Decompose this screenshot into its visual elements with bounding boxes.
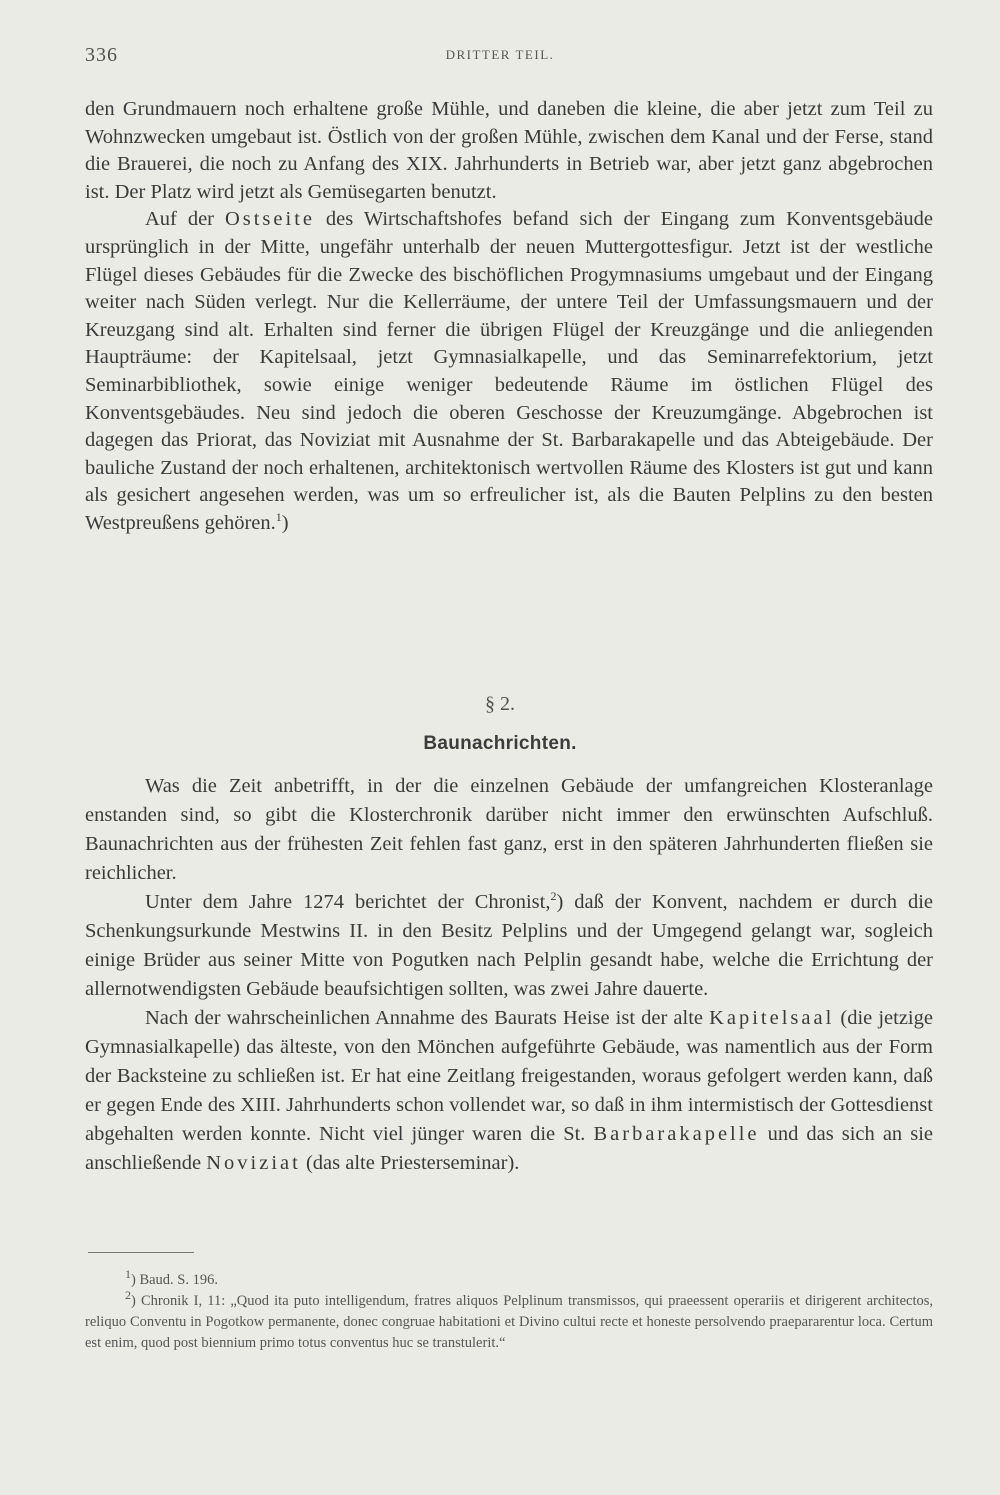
footnote-mark: 2 (125, 1288, 131, 1303)
text-run: und das sich an sie anschließende (85, 1123, 933, 1174)
footnotes (85, 1267, 933, 1354)
emphasized-term: Noviziat (206, 1152, 301, 1174)
section-two-text (85, 772, 933, 1178)
paragraph (85, 1004, 933, 1178)
text-run: (die jetzige Gymnasialkapelle) das älteste, von den Mönchen aufgeführte Gebäude, was namentlich aus der Form der Backsteine zu schließen ist. Er hat eine Zeitlang freigestanden, woraus gefolgert werden kann, daß er gegen Ende des XIII. Jahrhunderts schon vollendet war, so daß in ihm intermistisch der Gottesdienst abgehalten werden konnte. Nicht viel jünger waren die St. (85, 1007, 933, 1145)
paragraph: Was die Zeit anbetrifft, in der die einzelnen Gebäude der umfangreichen Klosteranlage enstanden sind, so gibt die Klosterchronik darüber nicht immer den erwünschten Aufschluß. Baunachrichten aus der frühesten Zeit fehlen fast ganz, erst in den späteren Jahrhunderten fließen sie reichlicher. (85, 775, 933, 884)
footnote-mark: 1 (125, 1267, 131, 1282)
footnote-text: ) Chronik I, 11: „Quod ita puto intelligendum, fratres aliquos Pelplinum transmissos, qui praeessent operariis et dirigerent architectos, reliquo Conventu in Pogotkow permanente, donec congruae habitationi et Divino cultui recte et honeste persolvendo praepararentur loca. Certum est enim, quod post biennium primo totus conventus huc se transtulerit.“ (85, 1293, 933, 1351)
paragraph (85, 888, 933, 1004)
footnote (85, 1288, 933, 1354)
emphasized-term: Barbarakapelle (593, 1123, 760, 1145)
section-one-text (85, 96, 933, 538)
text-run: ) daß der Konvent, nachdem er durch die Schenkungsurkunde Mestwins II. in den Besitz Pelplins und der Umgegend gelangt war, sogleich einige Brüder aus seiner Mitte von Pogutken nach Pelplin gesandt habe, welche die Errichtung der allernotwendigsten Gebäude beaufsichtigen sollten, was zwei Jahre dauerte. (85, 891, 934, 1000)
section-number: § 2. (485, 693, 515, 715)
emphasized-term: Kapitelsaal (709, 1007, 835, 1029)
footnote-text: ) Baud. S. 196. (131, 1272, 218, 1288)
paragraph (85, 206, 933, 537)
text-run: Nach der wahrscheinlichen Annahme des Baurats Heise ist der alte (145, 1007, 710, 1029)
text-run: des Wirtschaftshofes befand sich der Eingang zum Konventsgebäude ursprünglich in der Mitte, ungefähr unterhalb der neuen Muttergottesfigur. Jetzt ist der westliche Flügel dieses Gebäudes für die Zwecke des bischöflichen Progymnasiums umgebaut und der Eingang weiter nach Süden verlegt. Nur die Kellerräume, der untere Teil der Umfassungsmauern und der Kreuzgang sind alt. Erhalten sind ferner die übrigen Flügel der Kreuzgänge und die anliegenden Haupträume: der Kapitelsaal, jetzt Gymnasialkapelle, und das Seminarrefektorium, jetzt Seminarbibliothek, sowie einige weniger bedeutende Räume im östlichen Flügel des Konventsgebäudes. Neu sind jedoch die oberen Geschosse der Kreuzumgänge. Abgebrochen ist dagegen das Priorat, das Noviziat mit Ausnahme der St. Barbarakapelle und das Abteigebäude. Der bauliche Zustand der noch erhaltenen, architektonisch wertvollen Räume des Klosters ist gut und kann als gesichert angesehen werden, was um so erfreulicher ist, als die Bauten Pelplins zu den besten Westpreußens gehören. (85, 208, 933, 534)
footnote (85, 1267, 933, 1291)
section-heading: Baunachrichten. (423, 733, 577, 754)
running-title: DRITTER TEIL. (445, 47, 555, 62)
text-run: ) (281, 511, 289, 534)
text-run: (das alte Priesterseminar). (300, 1152, 520, 1174)
page-number: 336 (85, 44, 118, 66)
footnote-ref[interactable]: 2 (550, 889, 557, 904)
emphasized-term: Ostseite (224, 208, 315, 231)
footnote-ref[interactable]: 1 (275, 510, 282, 525)
text-run: Auf der (145, 208, 225, 231)
footnote-divider (88, 1252, 194, 1253)
text-run: Unter dem Jahre 1274 berichtet der Chronist, (145, 891, 551, 913)
paragraph: den Grundmauern noch erhaltene große Mühle, und daneben die kleine, die aber jetzt zum Teil zu Wohnzwecken umgebaut ist. Östlich von der großen Mühle, zwischen dem Kanal und der Ferse, stand die Brauerei, die noch zu Anfang des XIX. Jahrhunderts in Betrieb war, aber jetzt ganz abgebrochen ist. Der Platz wird jetzt als Gemüsegarten benutzt. (85, 98, 933, 203)
